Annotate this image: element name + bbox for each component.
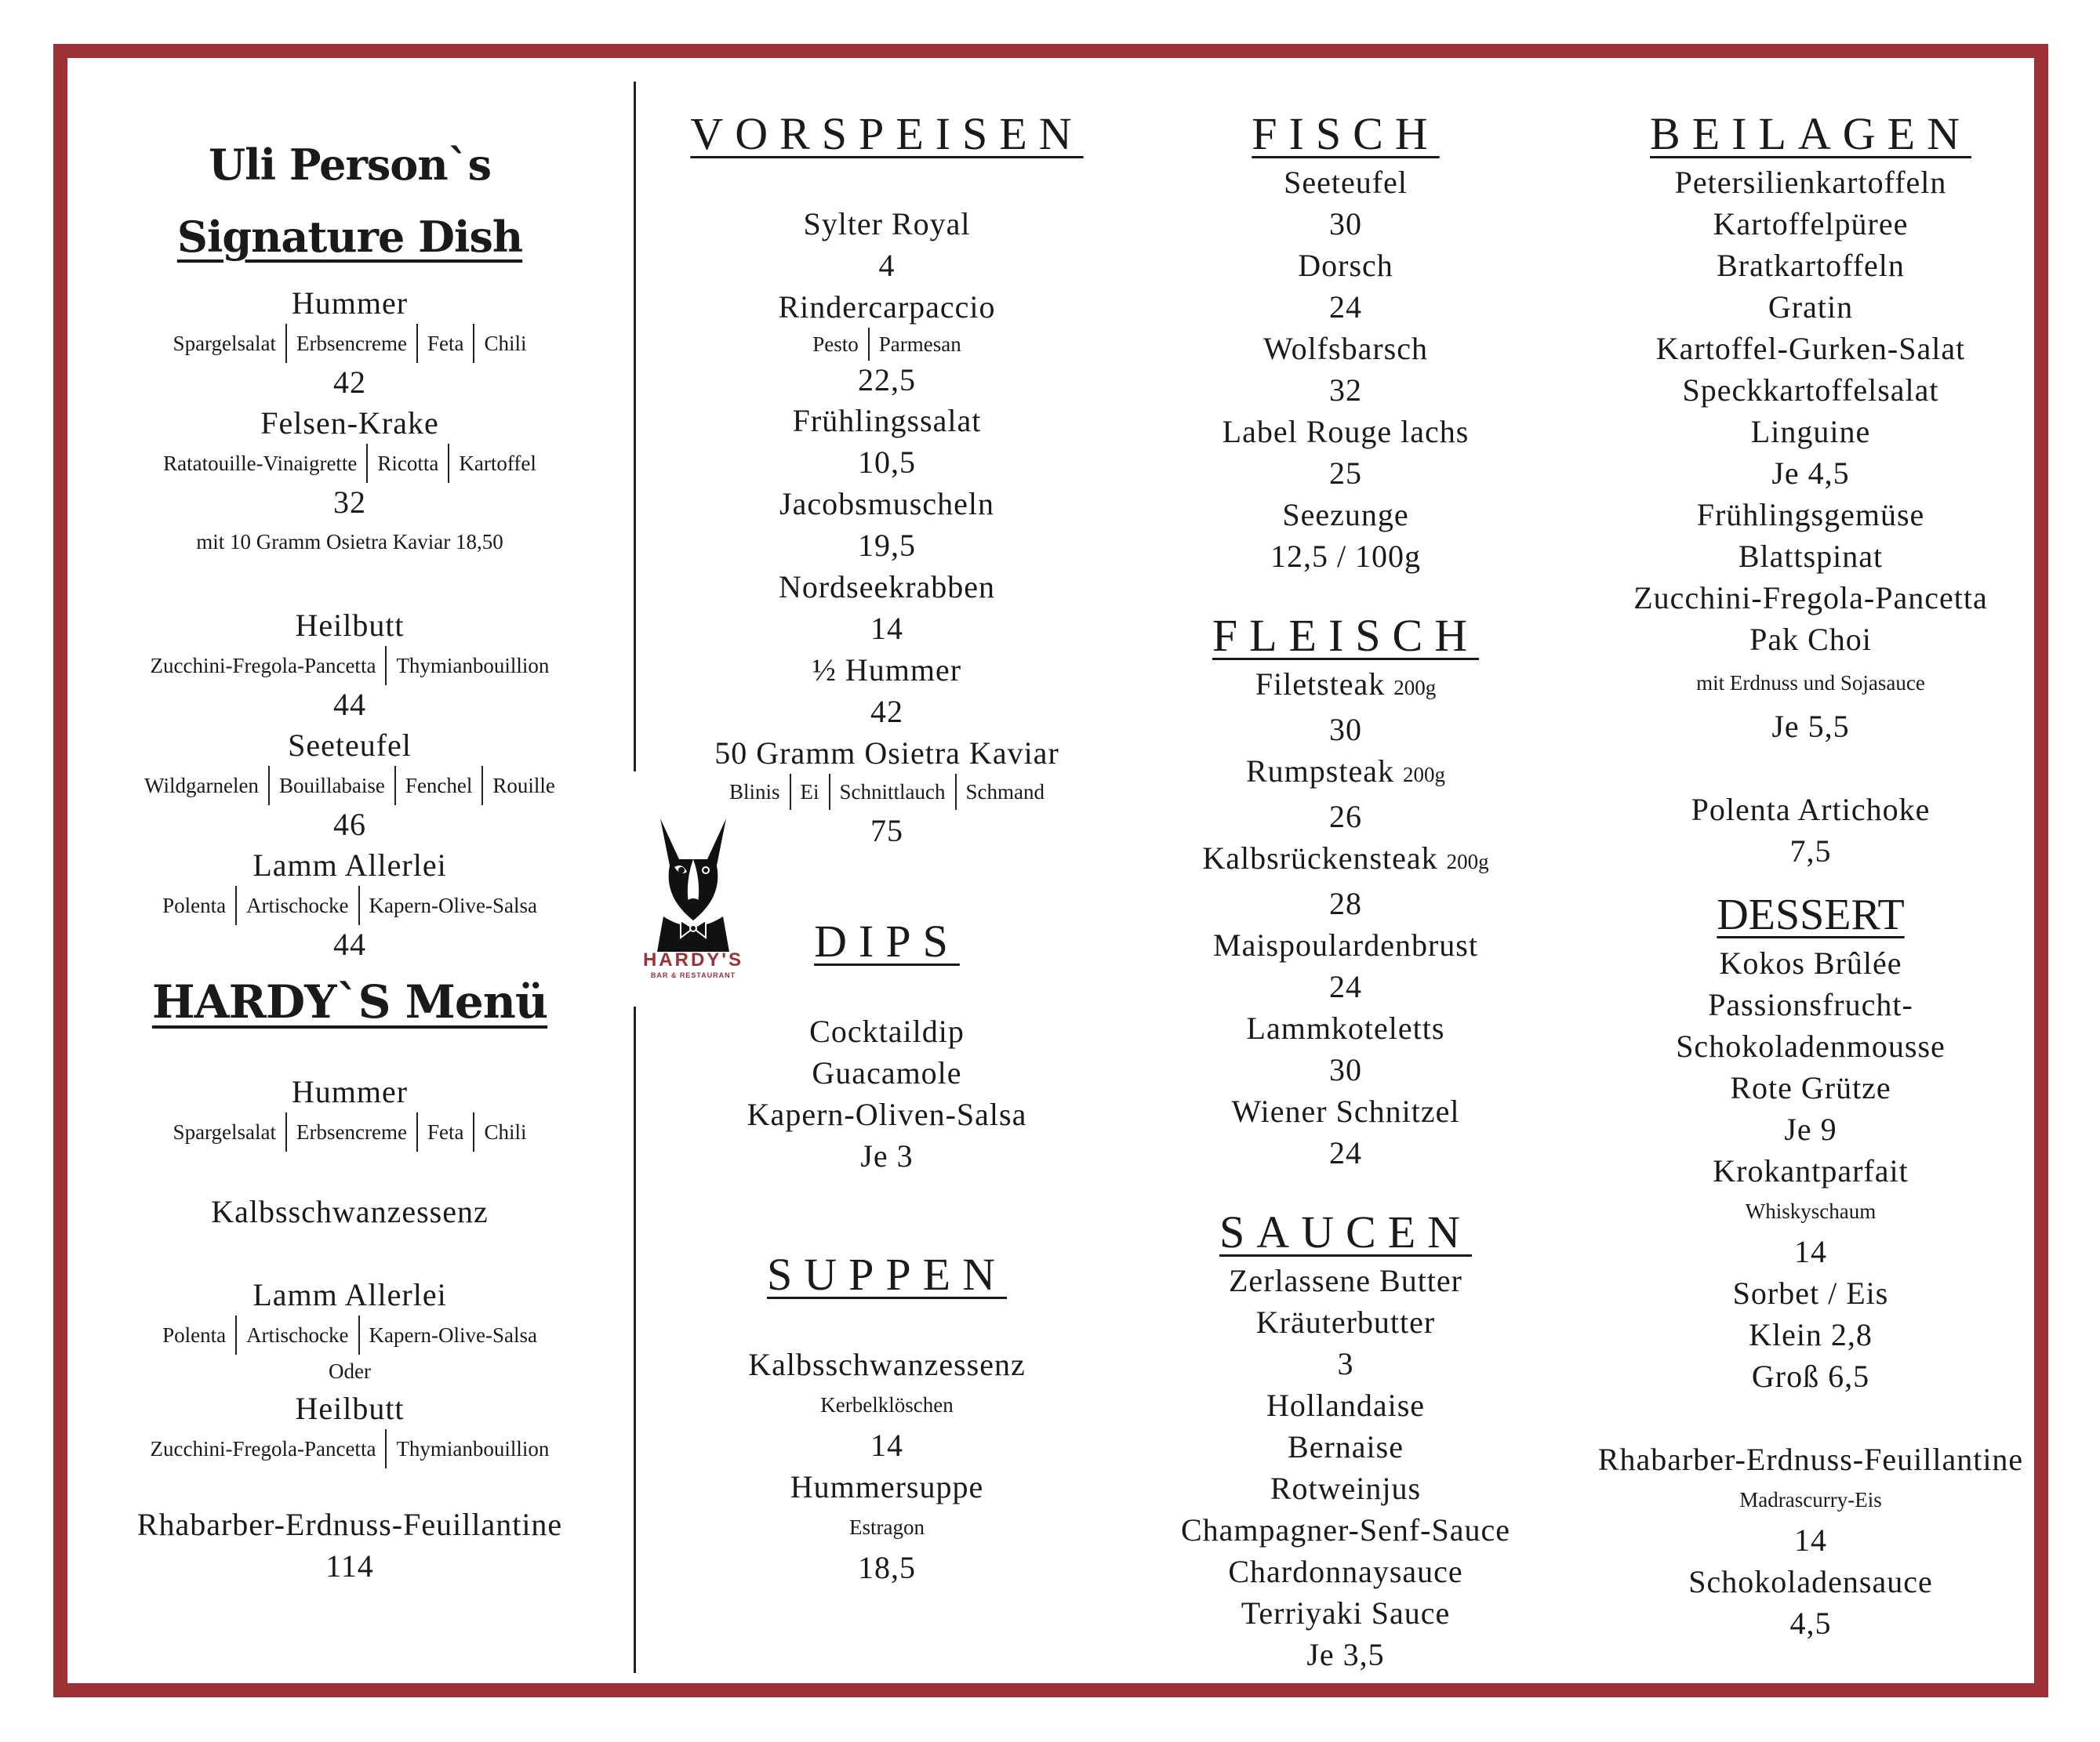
dish-name: Frühlingssalat xyxy=(792,403,982,438)
dish-name: 50 Gramm Osietra Kaviar xyxy=(714,735,1059,771)
dessert-price: 4,5 xyxy=(1789,1606,1832,1641)
side-item: Bratkartoffeln xyxy=(1717,248,1905,283)
menu-price: 114 xyxy=(325,1548,374,1584)
sauce-item: Rotweinjus xyxy=(1270,1471,1422,1506)
dish-name: Rindercarpaccio xyxy=(778,289,996,325)
dish-price: 22,5 xyxy=(858,362,916,397)
side-price: Je 4,5 xyxy=(1771,455,1850,491)
section-title-beilagen: BEILAGEN xyxy=(1650,108,1971,159)
dish-price: 14 xyxy=(870,611,903,646)
menu-title: HARDY`S Menü xyxy=(151,975,548,1029)
dish-name: Lammkoteletts xyxy=(1246,1011,1445,1046)
dish-name: Seezunge xyxy=(1282,497,1409,532)
dish-components: Ratatouille-Vinaigrette Ricotta Kartoffel xyxy=(67,444,632,483)
dish-note: Estragon xyxy=(849,1515,925,1539)
dish-components: Zucchini-Fregola-Pancetta Thymianbouillion xyxy=(67,646,632,685)
sauce-item: Chardonnaysauce xyxy=(1228,1554,1463,1589)
sauce-price: Je 3,5 xyxy=(1306,1637,1385,1672)
dip-item: Cocktaildip xyxy=(809,1014,965,1049)
section-title-dips: DIPS xyxy=(814,916,960,967)
dessert-item: Schokoladensauce xyxy=(1688,1564,1933,1599)
dish-name: Heilbutt xyxy=(295,608,405,643)
dessert-item: Sorbet / Eis xyxy=(1732,1276,1889,1311)
signature-title: Uli Person`s xyxy=(209,140,491,190)
starters-column xyxy=(648,107,1126,1588)
dish-name: Nordseekrabben xyxy=(778,569,996,604)
dish-price: 10,5 xyxy=(858,445,916,480)
dish-name: Felsen-Krake xyxy=(260,405,439,441)
dish-price: 46 xyxy=(333,807,366,842)
dish-name: Maispoulardenbrust xyxy=(1213,927,1478,963)
dessert-item: Krokantparfait xyxy=(1713,1153,1909,1189)
side-price: 7,5 xyxy=(1789,833,1832,869)
dish-name: Filetsteak 200g xyxy=(1255,666,1437,702)
dips-price: Je 3 xyxy=(860,1138,914,1174)
section-title-fisch: FISCH xyxy=(1252,108,1440,159)
logo-subtitle: BAR & RESTAURANT xyxy=(650,971,736,979)
logo-name: HARDY'S xyxy=(642,949,744,971)
dish-name: Kalbsschwanzessenz xyxy=(748,1347,1026,1382)
dish-price: 42 xyxy=(333,365,366,400)
dessert-price: 14 xyxy=(1794,1522,1827,1558)
dish-price: 32 xyxy=(1329,372,1362,408)
sauce-item: Terriyaki Sauce xyxy=(1241,1595,1451,1631)
dish-name: ½ Hummer xyxy=(812,652,962,688)
sauce-item: Champagner-Senf-Sauce xyxy=(1180,1512,1511,1548)
dish-components: Blinis Ei Schnittlauch Schmand xyxy=(648,774,1126,810)
dish-name: Lamm Allerlei xyxy=(253,847,447,883)
dessert-item: Kokos Brûlée xyxy=(1719,945,1902,981)
dessert-note: Madrascurry-Eis xyxy=(1739,1488,1882,1512)
menu-course: Rhabarber-Erdnuss-Feuillantine xyxy=(136,1507,563,1542)
side-item: Kartoffel-Gurken-Salat xyxy=(1655,331,1966,366)
section-title-dessert: DESSERT xyxy=(1717,891,1905,939)
dish-price: 26 xyxy=(1329,799,1362,834)
side-item: Pak Choi xyxy=(1749,622,1872,657)
sauce-item: Zerlassene Butter xyxy=(1229,1263,1462,1298)
side-note: mit Erdnuss und Sojasauce xyxy=(1696,671,1925,695)
section-title-fleisch: FLEISCH xyxy=(1212,610,1480,661)
sauce-item: Kräuterbutter xyxy=(1255,1305,1436,1340)
dip-item: Kapern-Oliven-Salsa xyxy=(747,1097,1027,1132)
dish-price: 14 xyxy=(870,1428,903,1463)
dish-components: Spargelsalat Erbsencreme Feta Chili xyxy=(67,324,632,363)
sauce-price: 3 xyxy=(1337,1346,1354,1381)
dish-name: Sylter Royal xyxy=(803,206,971,241)
mains-column xyxy=(1118,107,1573,1675)
dish-name: Wolfsbarsch xyxy=(1263,331,1428,366)
side-item: Blattspinat xyxy=(1738,539,1884,574)
dish-name: Wiener Schnitzel xyxy=(1231,1094,1460,1129)
side-item: Petersilienkartoffeln xyxy=(1674,165,1947,200)
dish-price: 32 xyxy=(333,484,366,520)
dish-price: 44 xyxy=(333,927,366,962)
dish-components: Pesto Parmesan xyxy=(648,328,1126,361)
section-title-vorspeisen: VORSPEISEN xyxy=(690,108,1084,159)
dish-name: Hummer xyxy=(291,285,409,321)
dish-price: 24 xyxy=(1329,289,1362,325)
side-item: Kartoffelpüree xyxy=(1713,206,1909,241)
menu-course: Heilbutt xyxy=(295,1391,405,1426)
dish-components: Wildgarnelen Bouillabaise Fenchel Rouille xyxy=(67,766,632,805)
dish-price: 19,5 xyxy=(858,528,916,563)
dish-price: 44 xyxy=(333,687,366,722)
dish-price: 28 xyxy=(1329,886,1362,921)
sauce-item: Bernaise xyxy=(1288,1429,1404,1464)
dish-price: 30 xyxy=(1329,206,1362,241)
menu-course: Lamm Allerlei xyxy=(253,1277,447,1312)
dish-name: Kalbsrückensteak 200g xyxy=(1202,840,1489,876)
side-item: Polenta Artichoke xyxy=(1691,792,1931,827)
dessert-note: Whiskyschaum xyxy=(1745,1199,1877,1223)
dish-name: Rumpsteak 200g xyxy=(1246,753,1445,789)
dish-note: Kerbelklöschen xyxy=(820,1393,954,1417)
side-price: Je 5,5 xyxy=(1771,709,1850,744)
dessert-price: Klein 2,8 xyxy=(1749,1317,1873,1352)
dip-item: Guacamole xyxy=(812,1055,962,1091)
dish-price: 24 xyxy=(1329,1135,1362,1170)
dessert-item: Passionsfrucht- xyxy=(1708,987,1913,1022)
menu-course-components: Zucchini-Fregola-Pancetta Thymianbouillion xyxy=(67,1429,632,1468)
menu-card xyxy=(53,44,2048,1697)
dessert-price: Je 9 xyxy=(1784,1112,1837,1147)
menu-course: Kalbsschwanzessenz xyxy=(211,1194,489,1229)
dish-name: Dorsch xyxy=(1298,248,1393,283)
dish-price: 24 xyxy=(1329,969,1362,1004)
menu-course-components: Spargelsalat Erbsencreme Feta Chili xyxy=(67,1112,632,1152)
dessert-item: Schokoladenmousse xyxy=(1676,1029,1946,1064)
dish-price: 42 xyxy=(870,694,903,729)
dish-price: 30 xyxy=(1329,1052,1362,1087)
section-title-suppen: SUPPEN xyxy=(767,1249,1007,1300)
dessert-item: Rote Grütze xyxy=(1730,1070,1891,1105)
menu-course-components: Polenta Artischocke Kapern-Olive-Salsa xyxy=(67,1316,632,1355)
dish-name: Label Rouge lachs xyxy=(1222,414,1470,449)
dish-price: 18,5 xyxy=(858,1550,916,1585)
side-item: Zucchini-Fregola-Pancetta xyxy=(1633,580,1988,615)
section-title-saucen: SAUCEN xyxy=(1219,1207,1473,1258)
side-item: Frühlingsgemüse xyxy=(1696,497,1925,532)
side-item: Linguine xyxy=(1750,414,1871,449)
sauce-item: Hollandaise xyxy=(1266,1388,1426,1423)
side-item: Gratin xyxy=(1768,289,1854,325)
menu-oder: Oder xyxy=(329,1359,371,1383)
dish-price: 12,5 / 100g xyxy=(1270,539,1422,574)
dish-price: 30 xyxy=(1329,712,1362,747)
dessert-item: Rhabarber-Erdnuss-Feuillantine xyxy=(1597,1442,2024,1477)
signature-subtitle: Signature Dish xyxy=(176,212,523,262)
dish-price: 25 xyxy=(1329,455,1362,491)
dish-note: mit 10 Gramm Osietra Kaviar 18,50 xyxy=(196,530,503,553)
signature-column xyxy=(67,129,632,1587)
dish-name: Seeteufel xyxy=(1284,165,1408,200)
sides-dessert-column xyxy=(1573,107,2048,1644)
dish-name: Hummersuppe xyxy=(790,1469,984,1504)
dessert-price: Groß 6,5 xyxy=(1751,1359,1870,1394)
dish-components: Polenta Artischocke Kapern-Olive-Salsa xyxy=(67,886,632,925)
menu-course: Hummer xyxy=(291,1074,409,1109)
dish-price: 4 xyxy=(878,248,896,283)
dish-name: Seeteufel xyxy=(288,728,412,763)
dish-name: Jacobsmuscheln xyxy=(779,486,994,521)
dessert-price: 14 xyxy=(1794,1234,1827,1269)
dish-price: 75 xyxy=(870,813,903,848)
side-item: Speckkartoffelsalat xyxy=(1682,372,1939,408)
